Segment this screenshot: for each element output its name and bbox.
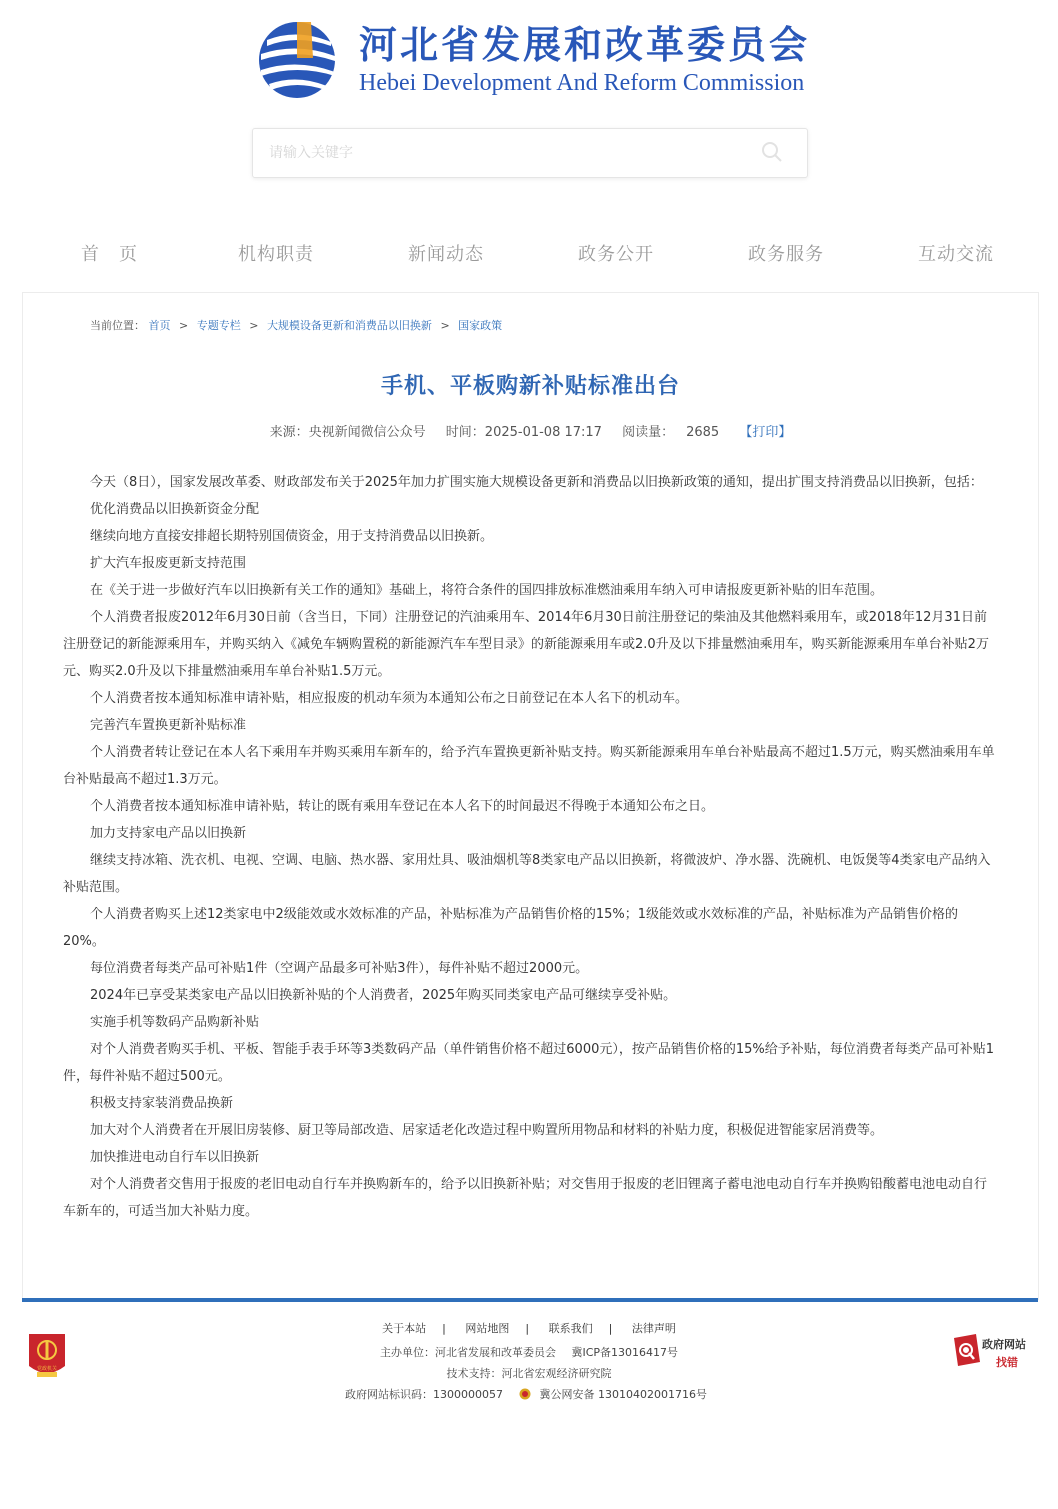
footer-police-record[interactable] <box>519 1388 713 1401</box>
article-meta <box>23 421 1038 440</box>
badge-left-text: 党政机关 <box>36 1366 58 1372</box>
footer-sponsor-line <box>0 1344 1058 1360</box>
subheading: 积极支持家装消费品换新 <box>90 1096 234 1111</box>
subheading: 优化消费品以旧换新资金分配 <box>90 502 260 517</box>
paragraph: 对个人消费者交售用于报废的老旧电动自行车并换购新车的，给予以旧换新补贴；对交售用于报废的老旧锂离子蓄电池电动自行车并换购铅酸蓄电池电动自行车新车的，可适当加大补贴力度。 <box>63 1177 988 1219</box>
paragraph: 个人消费者转让登记在本人名下乘用车并购买乘用车新车的，给予汽车置换更新补贴支持。购买新能源乘用车单台补贴最高不超过1.5万元，购买燃油乘用车单台补贴最高不超过1.3万元。 <box>63 745 995 787</box>
paragraph: 2024年已享受某类家电产品以旧换新补贴的个人消费者，2025年购买同类家电产品可继续享受补贴。 <box>90 988 677 1003</box>
subheading: 实施手机等数码产品购新补贴 <box>90 1015 260 1030</box>
breadcrumb-sep: > <box>440 319 450 332</box>
footer-links: 关于本站 | 网站地图 | 联系我们 | 法律声明 <box>382 1322 676 1335</box>
site-title-en: Hebei Development And Reform Commission <box>359 70 805 96</box>
paragraph: 对个人消费者购买手机、平板、智能手表手环等3类数码产品（单件销售价格不超过6000元），按产品销售价格的15%给予补贴，每位消费者每类产品可补贴1件，每件补贴不超过500元。 <box>63 1042 995 1084</box>
gov-site-error-report[interactable] <box>950 1332 1036 1372</box>
footer-id-line <box>0 1386 1058 1402</box>
subheading: 加力支持家电产品以旧换新 <box>90 826 247 841</box>
paragraph: 继续向地方直接安排超长期特别国债资金，用于支持消费品以旧换新。 <box>90 529 494 544</box>
subheading: 加快推进电动自行车以旧换新 <box>90 1150 260 1165</box>
nav-item-gov-affairs[interactable]: 政务公开 <box>578 244 654 265</box>
breadcrumb-special-topics[interactable]: 专题专栏 <box>196 319 241 332</box>
footer-divider <box>22 1298 1038 1302</box>
commission-emblem-icon <box>253 18 341 102</box>
breadcrumb-national-policy[interactable]: 国家政策 <box>458 319 503 332</box>
footer-icp[interactable]: 冀ICP备13016417号 <box>571 1346 679 1359</box>
nav-item-institution[interactable]: 机构职责 <box>238 244 314 265</box>
paragraph: 加大对个人消费者在开展旧房装修、厨卫等局部改造、居家适老化改造过程中购置所用物品和材料的补贴力度，积极促进智能家居消费等。 <box>90 1123 884 1138</box>
breadcrumb-sep: > <box>179 319 189 332</box>
paragraph: 个人消费者报废2012年6月30日前（含当日，下同）注册登记的汽油乘用车、2014年6月30日前注册登记的柴油及其他燃料乘用车，或2018年12月31日前注册登记的新能源乘用车，并购买纳入《减免车辆购置税的新能源汽车车型目录》的新能源乘用车或2.0升及以下排量燃油乘用车，购买新能源乘用车单台补贴2万元、购买2.0升及以下排量燃油乘用车单台补贴1.5万元。 <box>63 610 989 679</box>
footer-site-id: 政府网站标识码：1300000057 <box>345 1388 503 1401</box>
article-views <box>622 425 719 440</box>
footer-link-sitemap[interactable]: 网站地图 <box>465 1322 510 1335</box>
site-title-cn: 河北省发展和改革委员会 <box>359 23 811 67</box>
paragraph: 在《关于进一步做好汽车以旧换新有关工作的通知》基础上，将符合条件的国四排放标准燃油乘用车纳入可申请报废更新补贴的旧车范围。 <box>90 583 884 598</box>
subheading: 扩大汽车报废更新支持范围 <box>90 556 247 571</box>
views-count: 2685 <box>686 425 720 440</box>
breadcrumb <box>90 317 502 333</box>
breadcrumb-home[interactable]: 首页 <box>148 319 171 332</box>
breadcrumb-trade-in[interactable]: 大规模设备更新和消费品以旧换新 <box>266 319 432 332</box>
footer-tech-support: 技术支持：河北省宏观经济研究院 <box>446 1367 612 1380</box>
footer-link-legal[interactable]: 法律声明 <box>631 1322 676 1335</box>
main-nav <box>0 232 1058 272</box>
footer-link-contact[interactable]: 联系我们 <box>548 1322 593 1335</box>
print-link[interactable]: 【打印】 <box>739 425 792 440</box>
article-panel <box>22 292 1039 1300</box>
paragraph: 每位消费者每类产品可补贴1件（空调产品最多可补贴3件），每件补贴不超过2000元。 <box>90 961 589 976</box>
subheading: 完善汽车置换更新补贴标准 <box>90 718 247 733</box>
search-input[interactable] <box>267 129 751 177</box>
nav-item-interaction[interactable]: 互动交流 <box>918 244 994 265</box>
article-body <box>63 469 998 1225</box>
site-logo[interactable] <box>253 18 810 102</box>
breadcrumb-sep: > <box>249 319 259 332</box>
article-title: 手机、平板购新补贴标准出台 <box>380 374 680 399</box>
search-icon[interactable] <box>761 141 783 163</box>
error-report-line1: 政府网站 <box>982 1338 1026 1351</box>
nav-item-home[interactable]: 首 页 <box>81 244 138 265</box>
article-time: 时间：2025-01-08 17:17 <box>445 425 602 440</box>
footer-police-text: 冀公网安备 13010402001716号 <box>539 1388 707 1401</box>
breadcrumb-label: 当前位置： <box>90 319 145 332</box>
footer-link-about[interactable]: 关于本站 <box>382 1322 427 1335</box>
magnifier-icon <box>950 1332 984 1370</box>
nav-item-gov-services[interactable]: 政务服务 <box>748 244 824 265</box>
search-box <box>252 128 808 178</box>
paragraph: 今天（8日），国家发展改革委、财政部发布关于2025年加力扩围实施大规模设备更新和消费品以旧换新政策的通知，提出扩围支持消费品以旧换新，包括： <box>90 475 983 490</box>
paragraph: 个人消费者按本通知标准申请补贴，相应报废的机动车须为本通知公布之日前登记在本人名下的机动车。 <box>90 691 689 706</box>
nav-item-news[interactable]: 新闻动态 <box>408 244 484 265</box>
police-badge-icon <box>519 1388 531 1400</box>
paragraph: 个人消费者按本通知标准申请补贴，转让的既有乘用车登记在本人名下的时间最迟不得晚于本通知公布之日。 <box>90 799 715 814</box>
views-label: 阅读量： <box>622 425 675 440</box>
paragraph: 继续支持冰箱、洗衣机、电视、空调、电脑、热水器、家用灶具、吸油烟机等8类家电产品以旧换新，将微波炉、净水器、洗碗机、电饭煲等4类家电产品纳入补贴范围。 <box>63 853 991 895</box>
article-source: 来源：央视新闻微信公众号 <box>269 425 426 440</box>
error-report-line2: 找错 <box>996 1356 1018 1369</box>
paragraph: 个人消费者购买上述12类家电中2级能效或水效标准的产品，补贴标准为产品销售价格的15%；1级能效或水效标准的产品，补贴标准为产品销售价格的20%。 <box>63 907 958 949</box>
footer-sponsor: 主办单位：河北省发展和改革委员会 <box>379 1346 556 1359</box>
